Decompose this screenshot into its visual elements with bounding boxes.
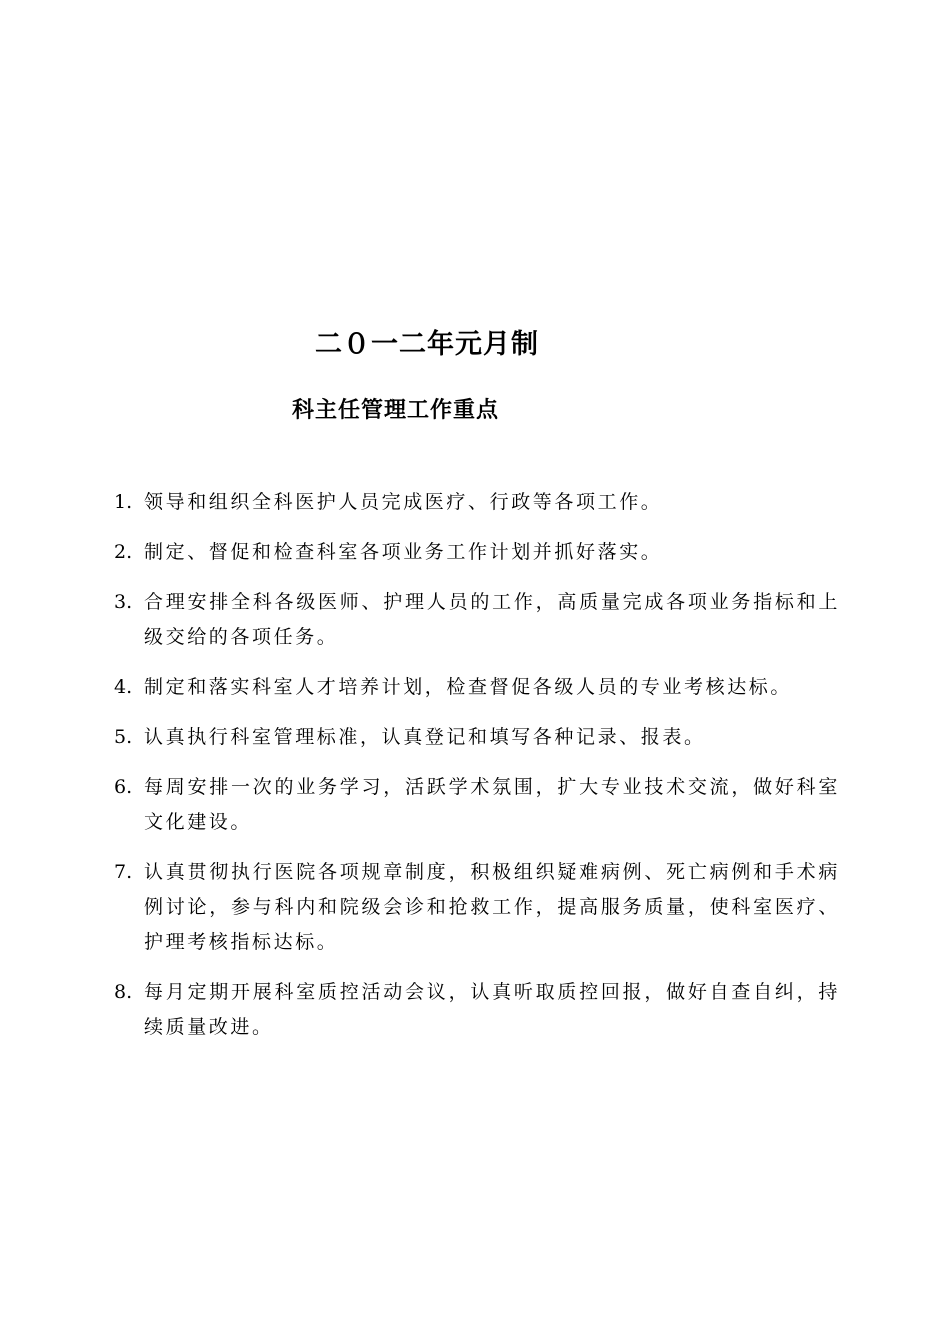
item-text: 制定、督促和检查科室各项业务工作计划并抓好落实。 — [144, 541, 663, 563]
list-item — [114, 670, 840, 705]
item-number: 8. — [114, 981, 133, 1003]
date-line: 二０一二年元月制 — [315, 329, 539, 360]
list-item — [114, 535, 840, 570]
item-number: 7. — [114, 861, 133, 883]
item-number: 6. — [114, 776, 133, 798]
item-number: 4. — [114, 676, 133, 698]
item-text: 领导和组织全科医护人员完成医疗、行政等各项工作。 — [144, 491, 663, 513]
item-text: 合理安排全科各级医师、护理人员的工作，高质量完成各项业务指标和上级交给的各项任务。 — [144, 591, 840, 648]
list-item — [114, 975, 840, 1045]
item-text: 每月定期开展科室质控活动会议，认真听取质控回报，做好自查自纠，持续质量改进。 — [144, 981, 840, 1038]
document-title: 科主任管理工作重点 — [292, 398, 500, 423]
item-text: 认真执行科室管理标准，认真登记和填写各种记录、报表。 — [144, 726, 706, 748]
item-text: 制定和落实科室人才培养计划，检查督促各级人员的专业考核达标。 — [144, 676, 793, 698]
work-points-list — [114, 485, 840, 1060]
list-item — [114, 855, 840, 960]
list-item — [114, 720, 840, 755]
list-item — [114, 770, 840, 840]
item-text: 每周安排一次的业务学习，活跃学术氛围，扩大专业技术交流，做好科室文化建设。 — [144, 776, 840, 833]
item-number: 2. — [114, 541, 133, 563]
item-number: 3. — [114, 591, 133, 613]
list-item — [114, 585, 840, 655]
list-item — [114, 485, 840, 520]
item-number: 5. — [114, 726, 133, 748]
item-number: 1. — [114, 491, 133, 513]
item-text: 认真贯彻执行医院各项规章制度，积极组织疑难病例、死亡病例和手术病例讨论，参与科内和院级会诊和抢救工作，提高服务质量，使科室医疗、护理考核指标达标。 — [144, 861, 840, 953]
